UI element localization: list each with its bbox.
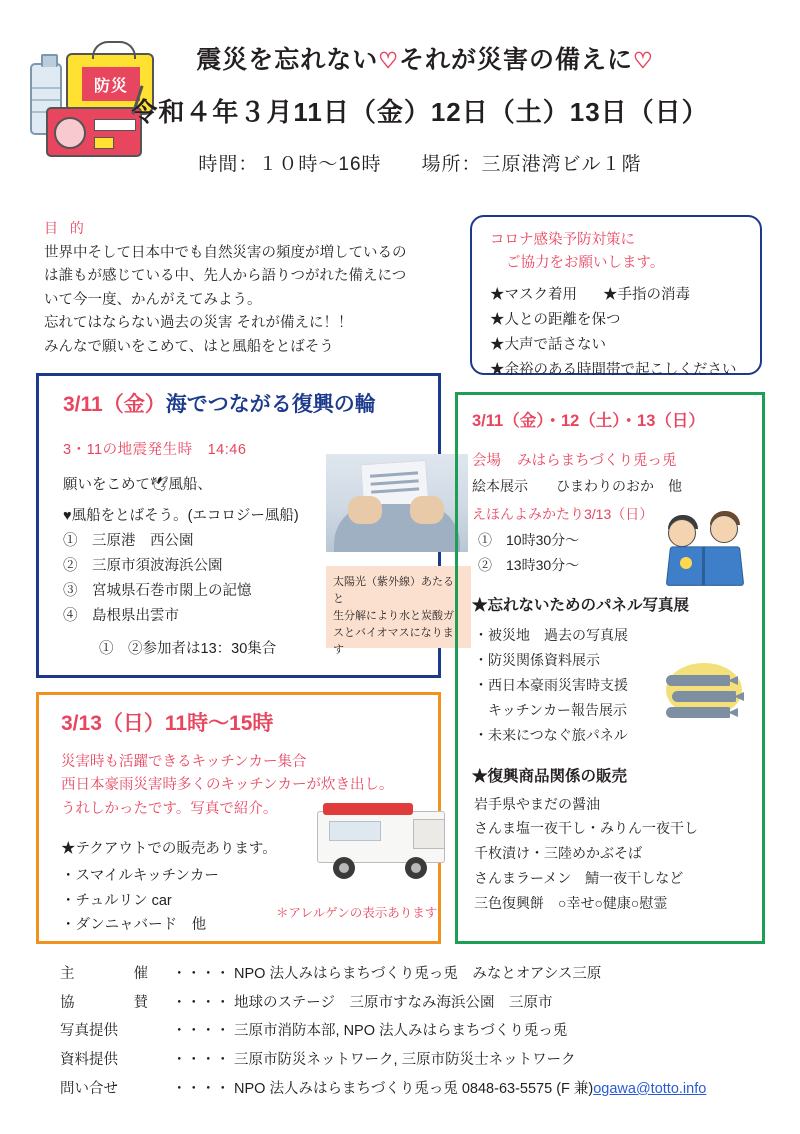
purpose-line: みんなで願いをこめて、はと風船をとばそう	[44, 338, 334, 355]
footer-dots: ・・・・	[172, 966, 230, 982]
footer-label: 主 催	[60, 966, 158, 982]
list-item: ② 13時30分〜	[478, 556, 580, 573]
exhibit-line: 絵本展示 ひまわりのおか 他	[472, 478, 682, 494]
purpose-line: いて今一度、かんがえてみよう。	[44, 291, 262, 308]
footer-row	[60, 989, 760, 1018]
body-line: 西日本豪雨災害時多くのキッチンカーが炊き出し。	[61, 777, 394, 794]
footer-value: 三原市消防本部, NPO 法人みはらまちづくり兎っ兎	[234, 1023, 568, 1040]
covid-heading-line1: コロナ感染予防対策に	[490, 232, 635, 248]
covid-notice-box	[470, 215, 762, 379]
footer-value: NPO 法人みはらまちづくり兎っ兎 0848-63-5575 (F 兼)	[234, 1080, 594, 1097]
list-item: ③ 宮城県石巻市閖上の記憶	[63, 582, 252, 599]
list-item: ★余裕のある時間帯で起こしください	[490, 362, 737, 379]
organizer-footer	[60, 960, 760, 1104]
bag-label: 防災	[82, 67, 140, 101]
list-item: ・チュルリン car	[61, 892, 172, 909]
covid-heading-line2: ご協力をお願いします。	[506, 255, 665, 272]
list-item	[490, 283, 746, 308]
footer-row	[60, 1046, 760, 1075]
list-item: ・未来につなぐ旅パネル	[474, 726, 628, 743]
meetup-note: ① ②参加者は13：30集合	[99, 640, 277, 657]
purpose-line: 世界中そして日本中でも自然災害の頻度が増しているの	[44, 245, 407, 261]
recovery-goods-list	[458, 792, 762, 917]
body-line: 災害時も活躍できるキッチンカー集合	[61, 754, 307, 770]
footer-value: 三原市防災ネットワーク, 三原市防災士ネットワーク	[234, 1052, 576, 1069]
footer-dots: ・・・・	[172, 1080, 230, 1097]
list-item: ① 三原港 西公園	[63, 533, 194, 549]
title-mid: それが災害の備えに	[399, 46, 634, 74]
recovery-goods-heading: ★復興商品関係の販売	[472, 767, 628, 785]
footer-value: NPO 法人みはらまちづくり兎っ兎 みなとオアシス三原	[234, 966, 602, 982]
footer-label: 写真提供	[60, 1023, 118, 1040]
list-item: 岩手県やまだの醤油	[474, 795, 600, 812]
children-reading-book-illustration	[654, 503, 754, 587]
list-item: ・ダンニャバード 他	[61, 916, 207, 933]
list-item: ★大声で話さない	[490, 337, 606, 354]
balloon-line1: 願いをこめて🕊風船、	[63, 477, 212, 493]
footer-row	[60, 960, 760, 989]
list-item: ・西日本豪雨災害時支援	[474, 676, 628, 693]
panel-exhibition-heading: ★忘れないためのパネル写真展	[472, 597, 690, 614]
event-date: 令和４年３月11日（金）12日（土）13日（日）	[131, 97, 709, 127]
note-line: スとバイオマスになります	[333, 627, 454, 657]
footer-label: 問い合せ	[60, 1080, 118, 1097]
purpose-heading: 目 的	[44, 220, 88, 236]
footer-value: 地球のステージ 三原市すなみ海浜公園 三原市	[234, 994, 553, 1011]
takeout-note: ★テクアウトでの販売あります。	[61, 841, 277, 858]
list-item: ★人との距離を保つ	[490, 312, 621, 329]
covid-heading	[490, 229, 746, 275]
venue-label: 会場	[472, 453, 501, 469]
purpose-body	[44, 242, 444, 359]
footer-dots: ・・・・	[172, 1052, 230, 1069]
list-item: さんまラーメン 鯖一夜干しなど	[474, 870, 684, 887]
earthquake-time: 3・11の地震発生時 14:46	[63, 442, 247, 458]
venue-value: みはらまちづくり兎っ兎	[517, 453, 677, 469]
green-box-title: 3/11（金）・12（土）・13（日）	[472, 412, 705, 430]
body-line: うれしかったです。写真で紹介。	[61, 800, 278, 817]
footer-dots: ・・・・	[172, 994, 230, 1011]
list-item: ・スマイルキッチンカー	[61, 868, 219, 885]
heart-icon: ♡	[378, 48, 399, 73]
purpose-section	[44, 218, 444, 359]
allergen-note: ＊アレルゲンの表示あります	[276, 906, 438, 920]
footer-label: 協 賛	[60, 994, 158, 1011]
purpose-line: 忘れてはならない過去の災害 それが備えに！！	[44, 315, 353, 332]
hands-holding-paper-photo	[326, 454, 468, 552]
purpose-line: は誰もが感じている中、先人から語りつがれた備えにつ	[44, 268, 407, 285]
list-item-cont: キッチンカー報告展示	[488, 701, 628, 718]
heart-icon-2: ♡	[633, 48, 654, 73]
note-line: 生分解により水と炭酸ガ	[333, 610, 454, 623]
poster-header	[0, 40, 800, 176]
covid-rules-list	[490, 283, 746, 383]
venue-row	[458, 431, 762, 470]
dried-fish-illustration	[656, 657, 752, 731]
blue-box-subject: 海でつながる復興の輪	[165, 393, 376, 416]
list-item: ④ 島根県出雲市	[63, 607, 179, 624]
title-pre: 震災を忘れない	[196, 46, 379, 74]
event-time-place: 時間：１０時〜16時 場所：三原港湾ビル１階	[198, 154, 642, 175]
list-item: ・防災関係資料展示	[474, 651, 600, 668]
blue-box-title	[39, 376, 438, 418]
orange-box-title: 3/13（日）11時〜15時	[61, 712, 274, 735]
event-box-march11	[36, 373, 454, 678]
list-item: 千枚漬け・三陸めかぶそば	[474, 845, 642, 862]
list-item: 三色復興餅 ○幸せ○健康○慰霊	[474, 895, 668, 912]
footer-dots: ・・・・	[172, 1023, 230, 1040]
kitchen-car-photo	[317, 793, 447, 885]
footer-row	[60, 1075, 760, 1104]
reading-title: えほんよみかたり3/13（日）	[472, 506, 654, 522]
email-link[interactable]: ogawa@totto.info	[593, 1080, 707, 1097]
note-line: 太陽光（紫外線）あたると	[333, 576, 454, 606]
covid-rule-sanitize: ★手指の消毒	[603, 287, 690, 304]
list-item: ① 10時30分〜	[478, 532, 580, 548]
footer-row	[60, 1017, 760, 1046]
covid-rule-mask: ★マスク着用	[490, 287, 577, 304]
page-title	[0, 40, 800, 76]
list-item: さんま塩一夜干し・みりん一夜干し	[474, 820, 698, 837]
event-box-march13	[36, 692, 441, 944]
footer-label: 資料提供	[60, 1052, 118, 1069]
list-item: ・被災地 過去の写真展	[474, 627, 628, 643]
balloon-material-note	[326, 566, 471, 657]
blue-box-date: 3/11（金）	[63, 393, 166, 416]
list-item: ② 三原市須波海浜公園	[63, 557, 223, 574]
balloon-line2: ♥風船をとばそう。(エコロジー風船)	[63, 508, 299, 524]
event-box-exhibition	[455, 392, 765, 944]
